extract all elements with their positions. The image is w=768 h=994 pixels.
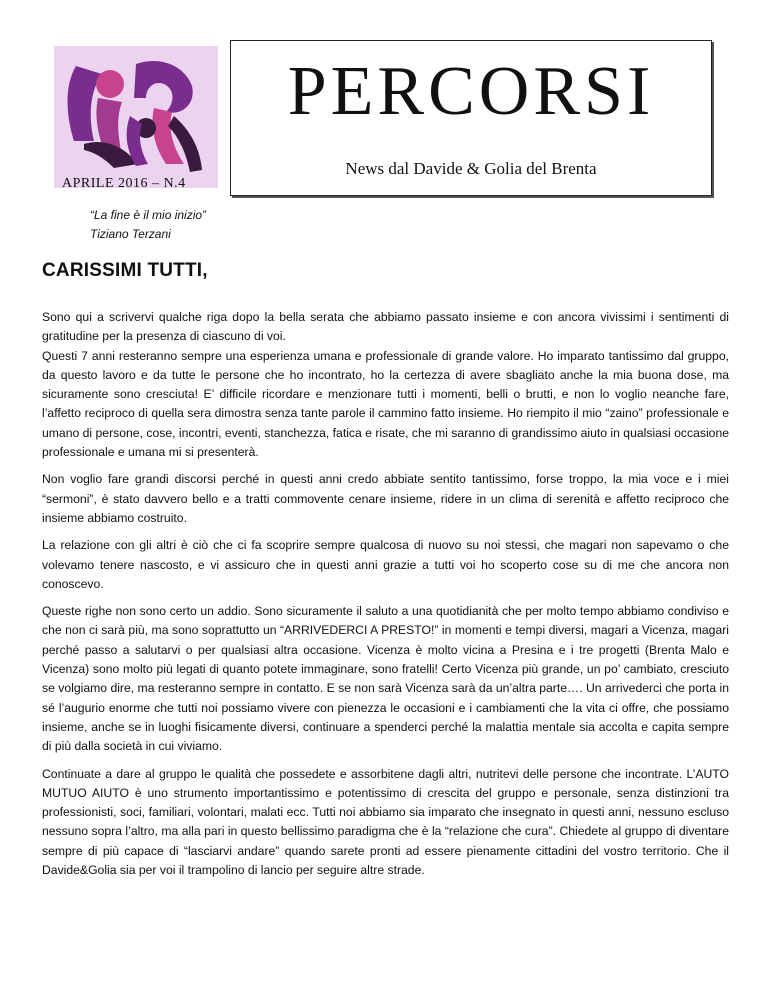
quote-text: “La fine è il mio inizio” — [90, 208, 207, 222]
article-body — [42, 308, 729, 888]
paragraph: Non voglio fare grandi discorsi perché in questi anni credo abbiate sentito tantissimo, forse troppo, la mia voce e i miei “sermoni”, è stato davvero bello e a tratti commovente cenare insieme, ridere in un clima di serenità e affetto reciproco che insieme abbiamo costruito. — [42, 472, 729, 525]
paragraph: Sono qui a scrivervi qualche riga dopo la bella serata che abbiamo passato insieme e con ancora vivissimi i sentimenti di gratitudine per la presenza di ciascuno di voi. — [42, 310, 729, 344]
epigraph — [90, 206, 206, 244]
paragraph-group-1 — [42, 308, 729, 462]
newsletter-subtitle: News dal Davide & Golia del Brenta — [345, 159, 597, 178]
quote-author: Tiziano Terzani — [90, 227, 171, 241]
article-heading: CARISSIMI TUTTI, — [42, 260, 208, 281]
masthead — [230, 40, 712, 196]
issue-date: APRILE 2016 – N.4 — [62, 176, 186, 191]
paragraph: Continuate a dare al gruppo le qualità che possedete e assorbitene dagli altri, nutritevi delle persone che incontrate. L’AUTO MUTUO AIUTO è uno strumento importantissimo e potentissimo di crescita del gruppo e personale, senza distinzioni tra professionisti, soci, familiari, volontari, malati ecc. Tutti noi abbiamo sia imparato che insegnato in questi anni, nessuno escluso nessuno sopra l’altro, ma alla pari in questo bellissimo paradigma che è la “relazione che cura”. Chiedete al gruppo di diventare sempre di più capace di “lasciarvi andare” quando sarete pronti ad essere pienamente cittadini del vostro territorio. Che il Davide&Golia sia per voi il trampolino di lancio per seguire altre strade. — [42, 766, 729, 878]
newsletter-title: PERCORSI — [287, 53, 655, 130]
paragraph: Questi 7 anni resteranno sempre una esperienza umana e professionale di grande valore. Ho imparato tantissimo dal gruppo, da questo lavoro e da tutte le persone che ho incontrato, ho la certezza di avere sbagliato anche la mia buona dose, ma sicuramente sono cresciuta! E’ difficile ricordare e menzionare tutti i momenti, belli o brutti, e non lo voglio neanche fare, l’affetto reciproco di quella sera dimostra senza tante parole il cammino fatto insieme. Ho riempito il mio “zaino” professionale e umano di persone, cose, incontri, eventi, stanchezza, fatica e risate, che mi saranno di grandissimo aiuto in qualsiasi occasione professionale e umana mi si presenterà. — [42, 348, 729, 460]
davide-golia-logo-icon — [54, 46, 218, 188]
paragraph: Queste righe non sono certo un addio. Sono sicuramente il saluto a una quotidianità che per molto tempo abbiamo condiviso e che non ci sarà più, ma sono soprattutto un “ARRIVEDERCI A PRESTO!” in momenti e tempi diversi, magari a Vicenza, magari perché passo a salutarvi o per qualsiasi altra occasione. Vicenza è molto vicina a Presina e i tre progetti (Brenta Malo e Vicenza) sono molto più legati di quanto potete immaginare, sono fratelli! Certo Vicenza più grande, un po’ cambiato, cresciuto se volgiamo dire, ma resteranno sempre in contatto. E se non sarà Vicenza sarà da un’altra parte…. Un arrivederci che porta in sé l’augurio enorme che tutti noi possiamo vivere con pienezza le occasioni e i cambiamenti che la vita ci offre, che possiamo insieme, anche se in luoghi fisicamente diversi, continuare a spenderci perché la malattia mentale sia accolta e capita sempre di più dalla società in cui viviamo. — [42, 604, 729, 754]
paragraph: La relazione con gli altri è ciò che ci fa scoprire sempre qualcosa di nuovo su noi stessi, che magari non sapevamo o che volevamo tenere nascosto, e vi assicuro che in questi anni grazie a tutti voi ho scoperto cose su di me che ancora non conoscevo. — [42, 538, 729, 591]
